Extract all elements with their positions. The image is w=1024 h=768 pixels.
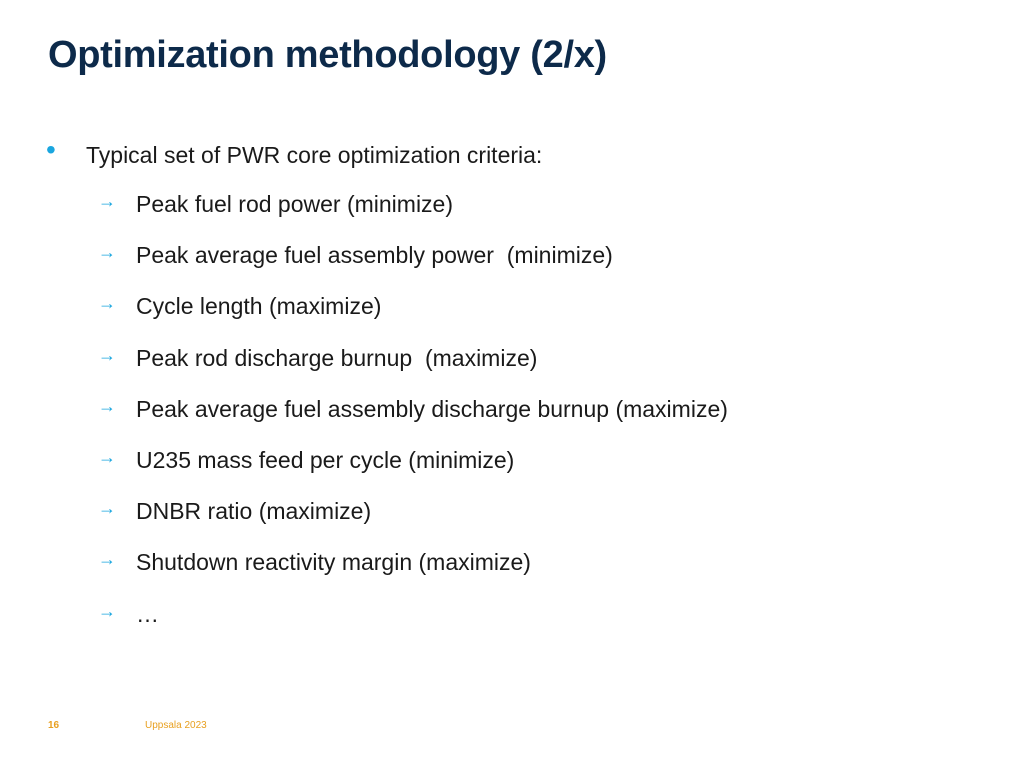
right-arrow-icon: → [98,242,116,263]
right-arrow-icon: → [98,446,116,467]
criteria-item [98,446,728,497]
criteria-text: U235 mass feed per cycle (minimize) [136,446,515,473]
criteria-item [98,497,728,548]
criteria-text: Peak rod discharge burnup (maximize) [136,344,538,371]
criteria-text: Peak average fuel assembly power (minimize) [136,242,613,269]
right-arrow-icon: → [98,344,116,365]
criteria-list [98,190,728,651]
criteria-text: … [136,600,159,627]
criteria-item [98,292,728,343]
criteria-text: Peak average fuel assembly discharge burnup (maximize) [136,395,728,422]
bullet-dot-icon: • [46,134,56,165]
right-arrow-icon: → [98,395,116,416]
criteria-item [98,241,728,292]
criteria-item [98,600,728,651]
criteria-item [98,395,728,446]
right-arrow-icon: → [98,600,116,621]
criteria-item [98,344,728,395]
criteria-item [98,190,728,241]
criteria-text: DNBR ratio (maximize) [136,498,372,525]
page-number: 16 [48,720,60,731]
bullet-item [46,134,543,169]
slide-title: Optimization methodology (2/x) [48,34,607,76]
right-arrow-icon: → [98,293,116,314]
bullet-text: Typical set of PWR core optimization criteria: [86,142,543,168]
right-arrow-icon: → [98,498,116,519]
criteria-text: Cycle length (maximize) [136,293,382,320]
footer-text: Uppsala 2023 [145,720,207,731]
criteria-text: Shutdown reactivity margin (maximize) [136,549,531,576]
right-arrow-icon: → [98,549,116,570]
right-arrow-icon: → [98,191,116,211]
criteria-text: Peak fuel rod power (minimize) [136,191,454,217]
criteria-item [98,548,728,599]
